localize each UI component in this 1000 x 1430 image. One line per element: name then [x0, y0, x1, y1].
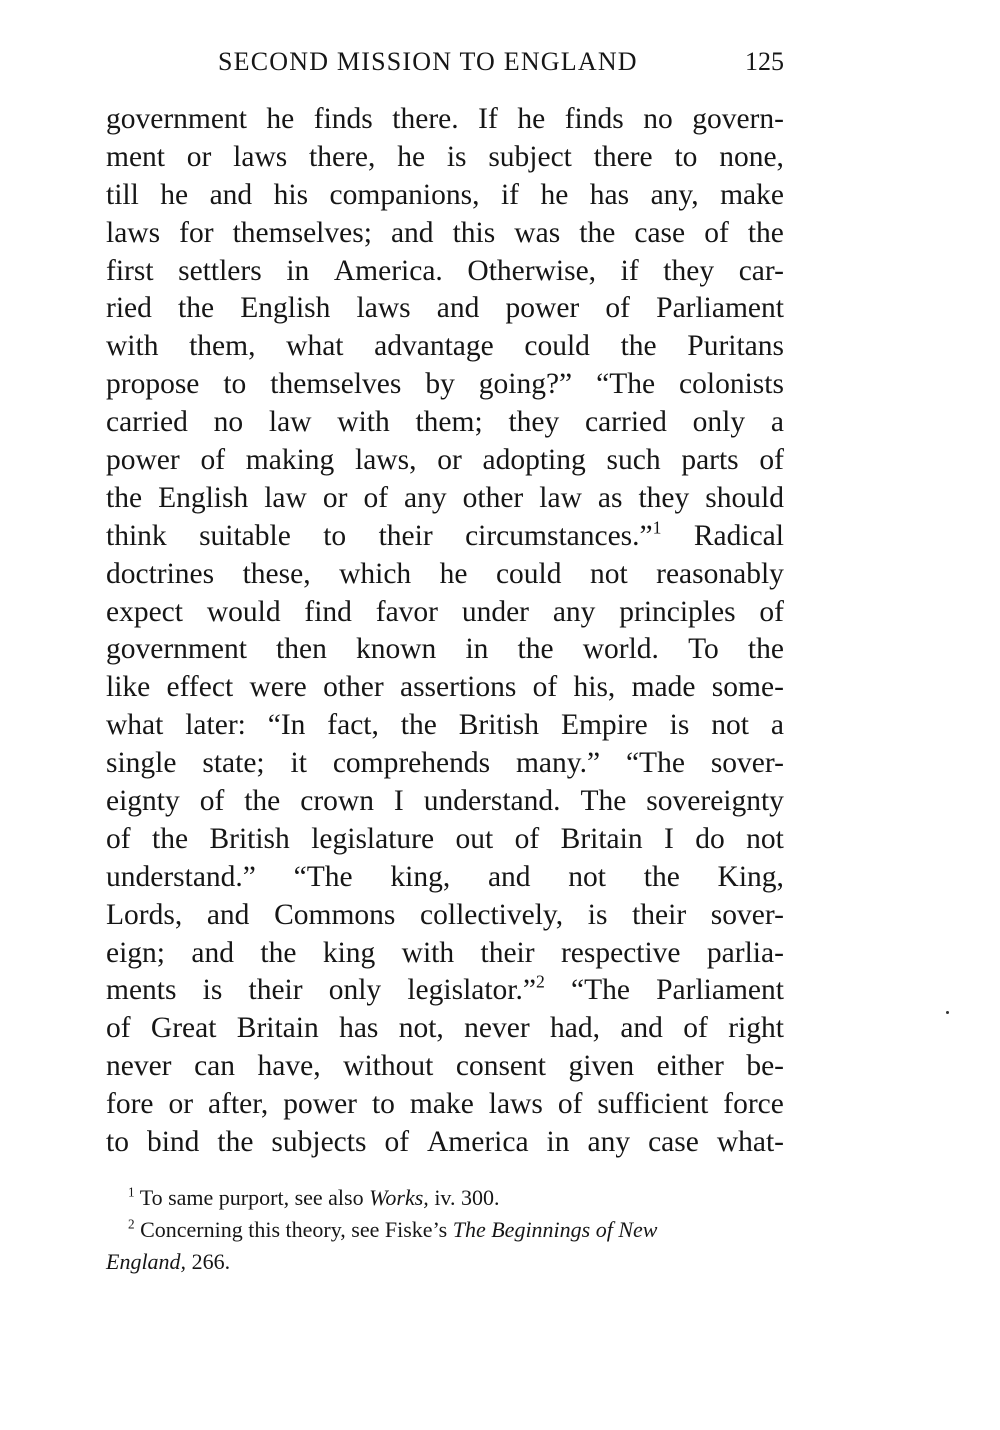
word: sufficient: [597, 1088, 709, 1121]
word: to: [674, 140, 698, 173]
word: can: [194, 1050, 235, 1083]
word: and: [191, 936, 234, 969]
word: I: [393, 785, 404, 818]
stray-ink-mark: [946, 1011, 949, 1014]
word: any,: [650, 178, 699, 211]
word: advantage: [374, 330, 494, 363]
body-line: [106, 328, 784, 366]
body-line: [106, 972, 784, 1010]
word: parlia-: [706, 936, 784, 969]
word: government: [106, 633, 247, 666]
word: not: [711, 709, 749, 742]
word: law: [539, 481, 582, 514]
footnote-ref-2: 2: [535, 971, 545, 992]
word: the: [400, 709, 437, 742]
word: fact,: [327, 709, 379, 742]
word: bind: [146, 1126, 200, 1159]
word: first: [106, 254, 154, 287]
word: the: [747, 216, 784, 249]
word: after,: [208, 1088, 269, 1121]
word: “The: [596, 368, 656, 401]
word: Britain: [560, 822, 643, 855]
word: if: [620, 254, 639, 287]
word: carried: [106, 406, 188, 439]
footnote-2-text: Concerning this theory, see Fiske’s: [140, 1217, 448, 1242]
word: king,: [390, 860, 451, 893]
word: this: [452, 216, 496, 249]
word: like: [106, 671, 151, 704]
word: king: [322, 936, 376, 969]
word: only: [692, 406, 746, 439]
word: is: [587, 898, 608, 931]
footnote-1: [106, 1182, 784, 1214]
word: could: [495, 557, 562, 590]
word: reasonably: [656, 557, 784, 590]
word: his,: [573, 671, 616, 704]
footnote-2-marker: 2: [128, 1216, 135, 1232]
word: he: [160, 178, 189, 211]
word: sovereignty: [646, 785, 784, 818]
body-line: [106, 783, 784, 821]
word: any: [404, 481, 447, 514]
word: favor: [375, 595, 438, 628]
word: their: [480, 936, 535, 969]
word: he: [540, 178, 569, 211]
word: right: [728, 1012, 784, 1045]
word: till: [106, 178, 139, 211]
body-line: [106, 1010, 784, 1048]
word: what-: [716, 1126, 784, 1159]
word: comprehends: [332, 747, 491, 780]
word: never: [464, 1012, 530, 1045]
footnote-2-reference: 266.: [191, 1249, 231, 1274]
word: subjects: [271, 1126, 367, 1159]
body-text: [106, 101, 784, 1162]
word: of: [759, 444, 784, 477]
body-line: [106, 1086, 784, 1124]
word: consent: [455, 1050, 546, 1083]
word: of: [759, 595, 784, 628]
word: and: [487, 860, 531, 893]
word: eign;: [106, 936, 165, 969]
word: sover-: [710, 898, 784, 931]
footnote-ref-1: 1: [652, 517, 662, 538]
word: expect: [106, 595, 183, 628]
word: of: [704, 216, 729, 249]
word: by: [425, 368, 455, 401]
word: laws,: [355, 444, 417, 477]
word: have,: [257, 1050, 321, 1083]
word: crown: [300, 785, 374, 818]
word: in: [546, 1126, 570, 1159]
word: of: [384, 1126, 410, 1159]
body-line: [106, 366, 784, 404]
word: as: [597, 481, 623, 514]
body-line: [106, 897, 784, 935]
word: colonists: [679, 368, 784, 401]
word: not: [589, 557, 628, 590]
word: then: [276, 633, 327, 666]
word: many.”: [515, 747, 601, 780]
word: the: [217, 1126, 254, 1159]
word: be-: [746, 1050, 784, 1083]
word: going?”: [478, 368, 573, 401]
word: with: [337, 406, 390, 439]
word: The: [580, 785, 627, 818]
word: make: [720, 178, 784, 211]
word: Puritans: [687, 330, 784, 363]
word: companions,: [329, 178, 480, 211]
word: America: [427, 1126, 529, 1159]
word: should: [705, 481, 784, 514]
word: and: [390, 216, 434, 249]
word: of: [514, 822, 540, 855]
word: Otherwise,: [467, 254, 597, 287]
body-line: [106, 821, 784, 859]
word: the: [178, 292, 215, 325]
word: were: [249, 671, 307, 704]
word: making: [245, 444, 335, 477]
word: effect: [166, 671, 234, 704]
word: ment: [106, 140, 165, 173]
word: there,: [309, 140, 376, 173]
word: no: [643, 103, 673, 135]
word: a: [770, 406, 784, 439]
word: case: [634, 216, 686, 249]
word: “The: [293, 860, 353, 893]
word: the: [517, 633, 554, 666]
word: which: [339, 557, 412, 590]
word: he: [517, 103, 546, 135]
word: none,: [719, 140, 784, 173]
word: fore: [106, 1088, 154, 1121]
word: or: [322, 481, 348, 514]
word: of: [106, 1012, 131, 1045]
word: understand.: [423, 785, 561, 818]
word: Empire: [560, 709, 648, 742]
word: is: [202, 974, 223, 1007]
word: and: [209, 178, 253, 211]
word: of: [683, 1012, 708, 1045]
word: collectively,: [420, 898, 564, 931]
body-line: [106, 139, 784, 177]
word: some-: [711, 671, 784, 704]
word: and: [206, 898, 250, 931]
word: not: [746, 822, 784, 855]
word: later:: [185, 709, 246, 742]
word: any: [587, 1126, 631, 1159]
word: what: [286, 330, 344, 363]
body-line: [106, 215, 784, 253]
word: force: [723, 1088, 784, 1121]
word: only: [328, 974, 382, 1007]
body-line: [106, 1048, 784, 1086]
word: their: [632, 898, 687, 931]
word: has: [339, 1012, 379, 1045]
word: there: [593, 140, 653, 173]
body-line: [106, 631, 784, 669]
word: to: [323, 519, 347, 552]
word: other: [462, 481, 524, 514]
word: with: [401, 936, 455, 969]
footnote-1-reference: iv. 300.: [434, 1185, 500, 1210]
word: Parliament: [656, 974, 784, 1007]
word: his: [273, 178, 309, 211]
word: of: [605, 292, 630, 325]
word: I: [664, 822, 674, 855]
word: carried: [585, 406, 667, 439]
footnote-2: [106, 1214, 784, 1246]
word: of: [199, 785, 225, 818]
word: power: [283, 1088, 357, 1121]
word: there.: [392, 103, 459, 135]
word: has: [589, 178, 630, 211]
word: laws: [356, 292, 411, 325]
word: the: [747, 633, 784, 666]
word: English: [158, 481, 249, 514]
running-head: [106, 44, 786, 84]
word: the: [152, 822, 189, 855]
word: propose: [106, 368, 200, 401]
word: British: [458, 709, 540, 742]
word: in: [465, 633, 489, 666]
word: power: [106, 444, 180, 477]
word: make: [409, 1088, 474, 1121]
word: would: [206, 595, 281, 628]
word: never: [106, 1050, 172, 1083]
word: law: [264, 481, 307, 514]
word: adopting: [482, 444, 586, 477]
word: finds: [313, 103, 373, 135]
body-line: [106, 480, 784, 518]
word: principles: [619, 595, 736, 628]
word: understand.”: [106, 860, 256, 893]
word: he: [439, 557, 468, 590]
word: laws: [488, 1088, 543, 1121]
word: Commons: [274, 898, 396, 931]
word: known: [355, 633, 437, 666]
body-line: [106, 442, 784, 480]
word: world.: [582, 633, 659, 666]
body-line: [106, 669, 784, 707]
word: find: [304, 595, 352, 628]
word: Britain: [236, 1012, 319, 1045]
word: single: [106, 747, 177, 780]
word: any: [552, 595, 596, 628]
word: they: [638, 481, 690, 514]
word: settlers: [178, 254, 262, 287]
word: them;: [415, 406, 483, 439]
word: either: [656, 1050, 724, 1083]
body-line: [106, 1124, 784, 1162]
word: of: [557, 1088, 583, 1121]
body-line: [106, 404, 784, 442]
word: If: [478, 103, 498, 135]
word: these,: [242, 557, 311, 590]
word: case: [648, 1126, 699, 1159]
word: America.: [333, 254, 443, 287]
word: them,: [189, 330, 256, 363]
word: and: [436, 292, 480, 325]
word: was: [514, 216, 561, 249]
word: to: [106, 1126, 129, 1159]
word: respective: [560, 936, 681, 969]
footnote-1-marker: 1: [128, 1184, 135, 1200]
body-line: [106, 594, 784, 632]
word: parts: [681, 444, 739, 477]
word: to: [223, 368, 247, 401]
word: if: [500, 178, 519, 211]
word: is: [669, 709, 690, 742]
running-title: SECOND MISSION TO ENGLAND: [218, 47, 638, 76]
word: Radical: [693, 519, 784, 552]
word: without: [343, 1050, 434, 1083]
word: assertions: [399, 671, 517, 704]
word: of: [363, 481, 389, 514]
word: made: [631, 671, 696, 704]
word: circumstances.”$^1$: [465, 517, 662, 552]
word: such: [606, 444, 661, 477]
word: laws: [106, 216, 161, 249]
word: power: [505, 292, 580, 325]
word: of: [532, 671, 558, 704]
word: the: [260, 936, 297, 969]
word: English: [240, 292, 331, 325]
word: ried: [106, 292, 152, 325]
footnote-1-text: To same purport, see also: [139, 1185, 364, 1210]
word: or: [168, 1088, 194, 1121]
word: he: [266, 103, 295, 135]
word: is: [446, 140, 467, 173]
word: their: [378, 519, 433, 552]
word: suitable: [199, 519, 291, 552]
word: or: [437, 444, 462, 477]
word: what: [106, 709, 164, 742]
footnote-2-continuation: [106, 1246, 784, 1278]
word: the: [106, 481, 143, 514]
word: the: [244, 785, 281, 818]
word: legislator.”$^2$: [407, 971, 545, 1007]
footnote-1-work-title: Works,: [369, 1185, 429, 1210]
body-line: [106, 859, 784, 897]
body-line: [106, 253, 784, 291]
body-line: [106, 101, 784, 139]
word: they: [508, 406, 560, 439]
body-line: [106, 745, 784, 783]
word: doctrines: [106, 557, 215, 590]
word: legislature: [311, 822, 435, 855]
word: Great: [150, 1012, 217, 1045]
word: government: [106, 103, 247, 135]
word: he: [397, 140, 426, 173]
footnote-2-book-title-end: England,: [106, 1249, 187, 1274]
word: under: [461, 595, 529, 628]
word: not: [568, 860, 606, 893]
word: a: [770, 709, 784, 742]
word: no: [213, 406, 244, 439]
word: in: [286, 254, 310, 287]
body-line: [106, 935, 784, 973]
word: To: [688, 633, 719, 666]
word: the: [579, 216, 616, 249]
footnote-2-book-title: The Beginnings of New: [452, 1217, 658, 1242]
word: they: [663, 254, 715, 287]
word: car-: [738, 254, 784, 287]
word: British: [209, 822, 290, 855]
word: subject: [488, 140, 572, 173]
word: do: [695, 822, 725, 855]
word: to: [371, 1088, 395, 1121]
word: state;: [202, 747, 265, 780]
word: out: [455, 822, 494, 855]
footnotes: [106, 1182, 784, 1278]
word: eignty: [106, 785, 180, 818]
page-number: 125: [745, 47, 784, 76]
word: think: [106, 519, 167, 552]
word: law: [268, 406, 312, 439]
body-line: [106, 177, 784, 215]
word: had,: [550, 1012, 600, 1045]
body-line: [106, 707, 784, 745]
word: “The: [571, 974, 630, 1007]
word: Parliament: [656, 292, 784, 325]
word: themselves: [270, 368, 402, 401]
body-line: [106, 556, 784, 594]
word: “The: [625, 747, 685, 780]
word: sover-: [710, 747, 784, 780]
word: Lords,: [106, 898, 183, 931]
word: or: [186, 140, 212, 173]
word: laws: [233, 140, 288, 173]
body-line: [106, 290, 784, 328]
word: for: [179, 216, 214, 249]
word: the: [620, 330, 657, 363]
word: themselves;: [232, 216, 372, 249]
word: not,: [398, 1012, 444, 1045]
word: could: [524, 330, 590, 363]
word: their: [248, 974, 303, 1007]
word: it: [290, 747, 307, 780]
word: and: [620, 1012, 663, 1045]
word: other: [323, 671, 384, 704]
word: of: [106, 822, 131, 855]
word: given: [568, 1050, 635, 1083]
word: “In: [267, 709, 306, 742]
body-line: [106, 518, 784, 556]
word: King,: [717, 860, 784, 893]
word: the: [643, 860, 680, 893]
word: govern-: [692, 103, 784, 135]
word: finds: [564, 103, 624, 135]
word: of: [200, 444, 226, 477]
word: with: [106, 330, 159, 363]
word: ments: [106, 974, 177, 1007]
